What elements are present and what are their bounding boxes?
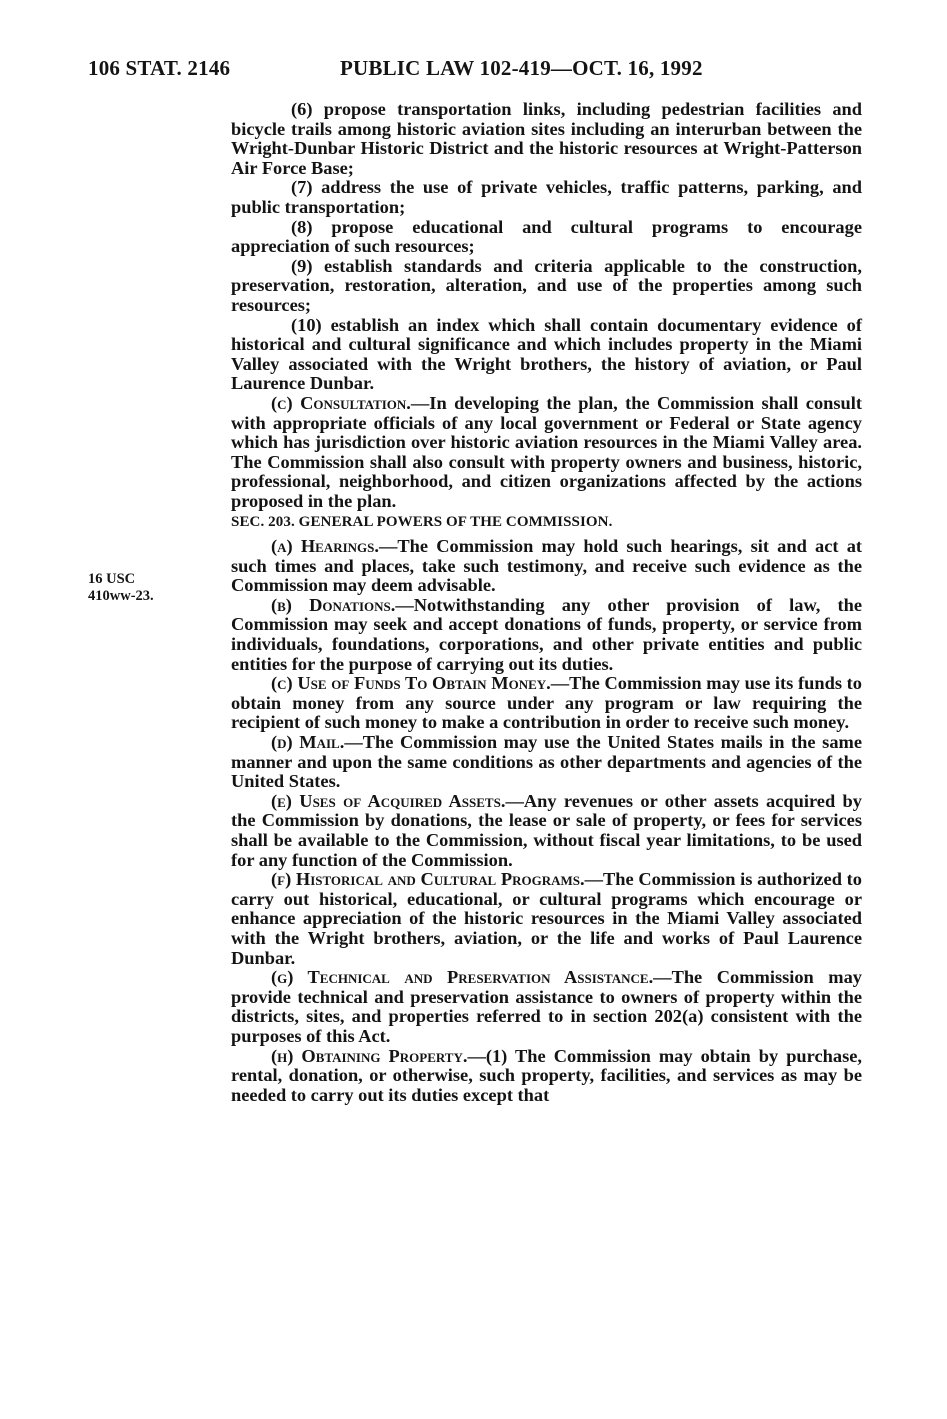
- subsection-c-consultation: [231, 394, 862, 512]
- subsection-h: [231, 1047, 862, 1106]
- subsection-b-label: (b) Donations.: [271, 594, 396, 615]
- stat-page-number: 106 STAT. 2146: [88, 56, 231, 80]
- section-heading: SEC. 203. GENERAL POWERS OF THE COMMISSION.: [231, 514, 613, 531]
- usc-margin-line1: 16 USC: [88, 571, 136, 587]
- subsection-c: [231, 674, 862, 733]
- subsection-d-text: —The Commission may use the United States mails in the same manner and upon the same conditions as other departments and agencies of the United States.: [231, 732, 862, 792]
- paragraph-9: (9) establish standards and criteria applicable to the construction, preservation, restoration, alteration, and use of the properties among such resources;: [231, 255, 862, 315]
- subsection-g-label: (g) Technical and Preservation Assistance.: [271, 967, 654, 988]
- subsection-g: [231, 968, 862, 1046]
- subsection-a-label: (a) Hearings.: [271, 536, 379, 557]
- subsection-b: [231, 596, 862, 674]
- subsection-g-text: —The Commission may provide technical and preservation assistance to owners of property within the districts, sites, and properties referred to in section 202(a) consistent with the purposes of this Act.: [231, 967, 862, 1046]
- paragraph-8: (8) propose educational and cultural programs to encourage appreciation of such resources;: [231, 216, 862, 257]
- subsection-h-text: —(1) The Commission may obtain by purchase, rental, donation, or otherwise, such property, facilities, and services as may be needed to carry out its duties except that: [231, 1045, 862, 1105]
- subsection-e-text: —Any revenues or other assets acquired by the Commission by donations, the lease or sale of property, or fees for services shall be available to the Commission, without fiscal year limitations, to be used for any function of the Commission.: [231, 790, 862, 870]
- subsection-a-text: —The Commission may hold such hearings, sit and act at such times and places, take such testimony, and receive such evidence as the Commission may deem advisable.: [231, 536, 863, 596]
- subsection-d: [231, 733, 862, 792]
- usc-margin-note: [88, 571, 218, 605]
- consultation-label: (c) Consultation.: [271, 392, 411, 413]
- public-law-title: PUBLIC LAW 102-419—OCT. 16, 1992: [340, 56, 703, 80]
- paragraph-7: (7) address the use of private vehicles, traffic patterns, parking, and public transportation;: [231, 177, 862, 217]
- subsection-e-label: (e) Uses of Acquired Assets.: [271, 790, 506, 811]
- subsection-f-text: —The Commission is authorized to carry out historical, educational, or cultural programs which encourage or enhance appreciation of the historic resources in the Miami Valley associated with the Wright brothers, aviation, or the life and works of Paul Laurence Dunbar.: [231, 869, 862, 968]
- page-header: [88, 56, 878, 88]
- paragraph-6: (6) propose transportation links, including pedestrian facilities and bicycle trails among historic aviation sites including an interurban between the Wright-Dunbar Historic District and the historic resources at Wright-Patterson Air Force Base;: [231, 99, 862, 178]
- consultation-text: —In developing the plan, the Commission shall consult with appropriate officials of any local government or Federal or State agency which has jurisdiction over historic aviation resources in the Miami Valley area. The Commission shall also consult with property owners and business, historic, professional, neighborhood, and citizen organizations affected by the actions proposed in the plan.: [231, 392, 862, 511]
- paragraph-10: (10) establish an index which shall contain documentary evidence of historical and cultural significance and which includes property in the Miami Valley associated with the Wright brothers, the history of aviation, or Paul Laurence Dunbar.: [231, 314, 862, 394]
- subsection-a: [231, 537, 862, 596]
- subsection-c-label: (c) Use of Funds To Obtain Money.: [271, 673, 551, 694]
- subsection-d-label: (d) Mail.: [271, 732, 345, 752]
- subsection-c-text: —The Commission may use its funds to obtain money from any source under any program or law requiring the recipient of such money to make a contribution in order to receive such money.: [231, 673, 862, 733]
- document-body: [231, 100, 862, 1105]
- subsection-f: [231, 870, 862, 968]
- subsection-e: [231, 792, 862, 870]
- subsection-h-label: (h) Obtaining Property.: [271, 1045, 468, 1066]
- usc-margin-line2: 410ww-23.: [88, 588, 154, 604]
- subsection-f-label: (f) Historical and Cultural Programs.: [271, 869, 585, 890]
- subsection-b-text: —Notwithstanding any other provision of law, the Commission may seek and accept donations of funds, property, or service from individuals, foundations, corporations, and other private entities and public entities for the purpose of carrying out its duties.: [231, 594, 862, 674]
